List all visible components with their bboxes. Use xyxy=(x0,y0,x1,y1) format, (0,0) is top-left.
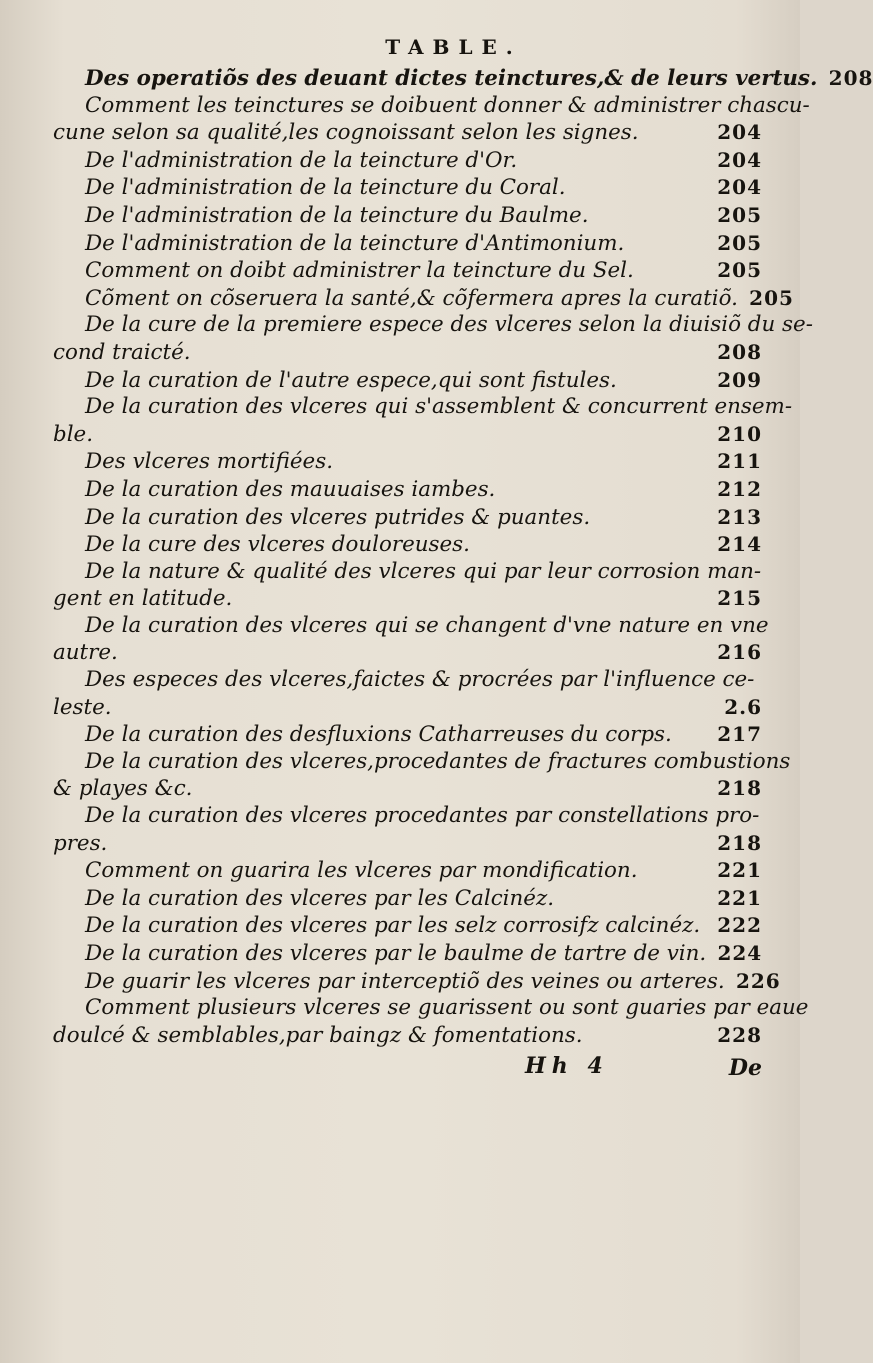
toc-entry xyxy=(85,367,762,395)
entry-title: Des especes des vlceres,faictes & procrées par l'influence ce- xyxy=(85,667,755,693)
entry-title: De l'administration de la teincture du Baulme. xyxy=(85,202,589,228)
entry-title: Cõment on cõseruera la santé,& cõfermera apres la curatiõ. xyxy=(85,285,738,311)
entry-page: 208 xyxy=(717,339,762,364)
entry-title: De l'administration de la teincture du Coral. xyxy=(85,175,566,201)
toc-entry xyxy=(85,230,762,258)
entry-title: De l'administration de la teincture d'Antimonium. xyxy=(85,230,625,256)
entry-title: De la curation de l'autre espece,qui sont fistules. xyxy=(85,367,617,393)
entry-page: 216 xyxy=(717,640,762,665)
entry-page: 213 xyxy=(717,504,762,529)
toc-entry xyxy=(85,285,794,313)
catchword: De xyxy=(728,1055,762,1082)
entry-title-continued: cune selon sa qualité,les cognoissant selon les signes. xyxy=(53,120,639,146)
entry-title: De la nature & qualité des vlceres qui par leur corrosion man- xyxy=(85,558,762,584)
entry-title: De la curation des vlceres par les selz corrosifz calcinéz. xyxy=(85,913,701,939)
entry-page: 205 xyxy=(717,258,762,283)
entry-page: 205 xyxy=(717,230,762,255)
entry-title: De la curation des vlceres putrides & puantes. xyxy=(85,504,591,530)
entry-title: Comment on doibt administrer la teincture du Sel. xyxy=(85,258,634,284)
running-title: TABLE. xyxy=(385,35,522,59)
toc-entry xyxy=(85,147,762,175)
toc-entry xyxy=(53,667,762,721)
toc-entry xyxy=(85,174,762,202)
toc-entry xyxy=(85,912,762,940)
entry-page: 228 xyxy=(717,1022,762,1047)
toc-entry xyxy=(53,995,809,1049)
toc-entry xyxy=(85,857,762,885)
toc-entry xyxy=(85,504,762,532)
entry-page: 212 xyxy=(717,476,762,501)
entry-page: 221 xyxy=(717,885,762,910)
toc-entry xyxy=(85,531,762,559)
entry-page: 218 xyxy=(717,830,762,855)
entry-title-continued: cond traicté. xyxy=(53,339,191,365)
entry-title-continued: gent en latitude. xyxy=(53,586,233,612)
entry-title: Des vlceres mortifiées. xyxy=(85,449,333,475)
entry-page: 215 xyxy=(717,586,762,611)
entry-page: 204 xyxy=(717,147,762,172)
entry-page: 217 xyxy=(717,722,762,747)
toc-entry xyxy=(85,476,762,504)
entry-page: 204 xyxy=(717,120,762,145)
toc-entry xyxy=(85,968,781,996)
toc-entry xyxy=(53,803,762,857)
entry-page: 221 xyxy=(717,858,762,883)
entry-page: 208 xyxy=(828,66,873,90)
entry-title-continued: doulcé & semblables,par baingz & fomentations. xyxy=(53,1022,583,1048)
entry-page: 218 xyxy=(717,776,762,801)
entry-title: De la curation des vlceres par les Calcinéz. xyxy=(85,885,555,911)
page-footer xyxy=(85,1053,762,1087)
entry-page: 226 xyxy=(735,968,781,993)
entry-title: De guarir les vlceres par interceptiõ des veines ou arteres. xyxy=(85,968,725,994)
entry-title-continued: leste. xyxy=(53,694,112,720)
entry-title: Comment on guarira les vlceres par mondification. xyxy=(85,858,638,884)
entry-page: 210 xyxy=(717,421,762,446)
toc-entry xyxy=(85,257,762,285)
entry-title-continued: & playes &c. xyxy=(53,776,193,802)
toc-entry xyxy=(53,312,813,366)
entry-title: De la curation des desfluxions Catharreuses du corps. xyxy=(85,722,672,748)
entry-title: De la curation des vlceres qui s'assemblent & concurrent ensem- xyxy=(85,394,793,420)
toc-entry xyxy=(85,885,762,913)
entry-page: 204 xyxy=(717,175,762,200)
entry-title: De l'administration de la teincture d'Or. xyxy=(85,147,518,173)
entry-page: 222 xyxy=(717,913,762,938)
entry-title: Comment les teinctures se doibuent donner & administrer chascu- xyxy=(85,92,810,118)
toc-entry xyxy=(85,940,762,968)
table-of-contents xyxy=(53,65,873,1049)
entry-title: De la cure des vlceres douloreuses. xyxy=(85,532,470,558)
entry-title-continued: pres. xyxy=(53,830,108,856)
entry-title: De la cure de la premiere espece des vlceres selon la diuisiõ du se- xyxy=(85,312,813,338)
entry-page: 2.6 xyxy=(724,694,762,719)
entry-title: De la curation des vlceres par le baulme de tartre de vin. xyxy=(85,941,707,966)
toc-entry xyxy=(85,65,873,93)
entry-title: De la curation des vlceres,procedantes de fractures combustions xyxy=(85,748,791,774)
entry-page: 209 xyxy=(717,367,762,392)
entry-title: Comment plusieurs vlceres se guarissent ou sont guaries par eaue xyxy=(85,995,809,1021)
toc-entry xyxy=(53,748,791,803)
entry-title-continued: ble. xyxy=(53,421,93,447)
entry-title: Des operatiõs des deuant dictes teinctures,& de leurs vertus. xyxy=(85,66,818,91)
toc-entry xyxy=(53,92,810,147)
entry-page: 205 xyxy=(717,202,762,227)
entry-title: De la curation des mauuaises iambes. xyxy=(85,476,496,502)
toc-entry xyxy=(85,202,762,230)
toc-entry xyxy=(85,721,762,749)
entry-title: De la curation des vlceres qui se changent d'vne nature en vne xyxy=(85,612,769,638)
entry-title: De la curation des vlceres procedantes par constellations pro- xyxy=(85,803,760,829)
toc-entry xyxy=(53,394,793,448)
entry-page: 224 xyxy=(717,941,763,965)
entry-page: 205 xyxy=(749,285,794,310)
entry-page: 214 xyxy=(717,532,762,557)
toc-entry xyxy=(85,448,762,476)
toc-entry xyxy=(53,612,769,667)
toc-entry xyxy=(53,558,762,613)
entry-page: 211 xyxy=(717,449,762,474)
entry-title-continued: autre. xyxy=(53,640,118,666)
signature-mark: Hh 4 xyxy=(525,1053,609,1080)
